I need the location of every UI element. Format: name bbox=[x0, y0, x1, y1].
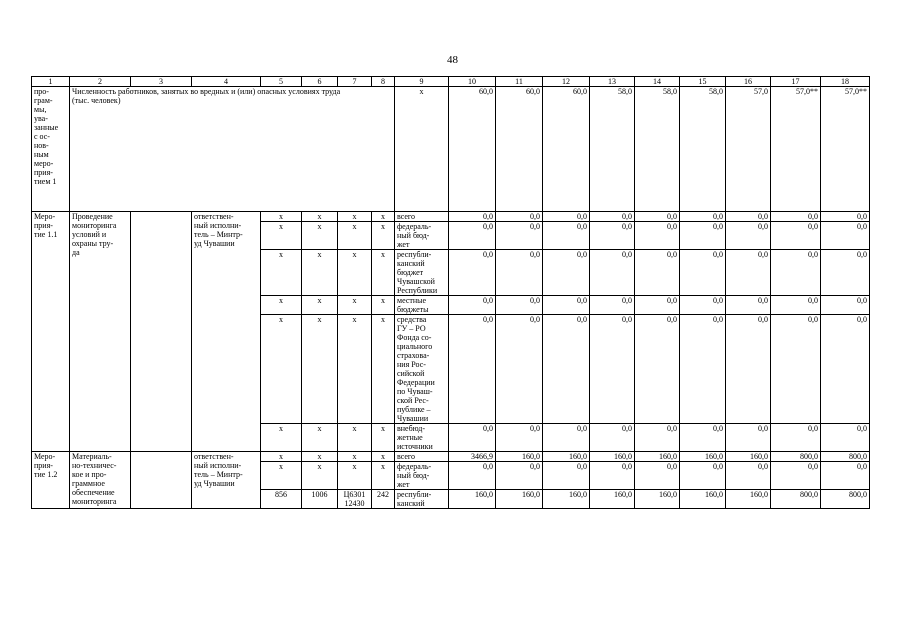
text-line: Проведение bbox=[72, 212, 113, 221]
text-line: обеспечение bbox=[72, 488, 115, 497]
code-col5: x bbox=[261, 222, 302, 250]
code-col5: x bbox=[261, 315, 302, 424]
column-number: 18 bbox=[821, 77, 870, 87]
funding-value: 0,0 bbox=[496, 462, 543, 490]
text-line: Фонда со- bbox=[397, 333, 432, 342]
text-line: ным bbox=[34, 150, 49, 159]
text-line: меро- bbox=[34, 159, 54, 168]
funding-source bbox=[395, 250, 449, 296]
code-col7 bbox=[338, 296, 372, 315]
funding-source bbox=[395, 315, 449, 424]
funding-value: 0,0 bbox=[726, 424, 771, 452]
funding-value: 0,0 bbox=[635, 315, 680, 424]
header-row bbox=[32, 77, 870, 87]
text-line: тием 1 bbox=[34, 177, 57, 186]
funding-value: 0,0 bbox=[821, 462, 870, 490]
funding-value: 0,0 bbox=[726, 222, 771, 250]
funding-value: 160,0 bbox=[590, 490, 635, 509]
measure-1-1-executor bbox=[192, 212, 261, 452]
text-line: средства bbox=[397, 315, 427, 324]
funding-value: 0,0 bbox=[635, 296, 680, 315]
code-col6: x bbox=[302, 424, 338, 452]
funding-value: 0,0 bbox=[449, 462, 496, 490]
text-line: Федерации bbox=[397, 378, 435, 387]
text-line: 12430 bbox=[344, 499, 365, 508]
text-line: тие 1.2 bbox=[34, 470, 58, 479]
funding-value: 0,0 bbox=[771, 462, 821, 490]
funding-value: 0,0 bbox=[771, 424, 821, 452]
code-col8: x bbox=[372, 424, 395, 452]
text-line: источники bbox=[397, 442, 433, 451]
funding-source bbox=[395, 296, 449, 315]
text-line: всего bbox=[397, 212, 416, 221]
indicator-value: 57,0 bbox=[726, 87, 771, 212]
text-line: ской Рес- bbox=[397, 396, 429, 405]
funding-value: 0,0 bbox=[821, 212, 870, 222]
text-line: да bbox=[72, 248, 80, 257]
funding-value: 0,0 bbox=[821, 222, 870, 250]
code-col6: 1006 bbox=[302, 490, 338, 509]
text-line: бюджеты bbox=[397, 305, 429, 314]
text-line: Меро- bbox=[34, 452, 56, 461]
text-line: Меро- bbox=[34, 212, 56, 221]
indicator-row bbox=[32, 87, 870, 212]
text-line: жет bbox=[397, 240, 410, 249]
code-col5: x bbox=[261, 452, 302, 462]
funding-value: 0,0 bbox=[680, 424, 726, 452]
funding-source bbox=[395, 452, 449, 462]
measure-1-2-number bbox=[32, 452, 70, 509]
text-line: ответствен- bbox=[194, 212, 234, 221]
funding-value: 0,0 bbox=[543, 222, 590, 250]
funding-value: 0,0 bbox=[590, 250, 635, 296]
text-line: x bbox=[352, 424, 357, 433]
text-line: бюджет bbox=[397, 268, 424, 277]
text-line: занные bbox=[34, 123, 59, 132]
funding-value: 0,0 bbox=[726, 315, 771, 424]
funding-source bbox=[395, 222, 449, 250]
text-line: но-техничес- bbox=[72, 461, 117, 470]
text-line: ный исполни- bbox=[194, 221, 242, 230]
text-line: ный исполни- bbox=[194, 461, 242, 470]
funding-value: 800,0 bbox=[821, 490, 870, 509]
funding-value: 0,0 bbox=[543, 212, 590, 222]
funding-value: 800,0 bbox=[821, 452, 870, 462]
text-line: тие 1.1 bbox=[34, 230, 58, 239]
funding-value: 0,0 bbox=[680, 222, 726, 250]
code-col7 bbox=[338, 315, 372, 424]
text-line: Чувашской bbox=[397, 277, 435, 286]
funding-value: 0,0 bbox=[726, 250, 771, 296]
code-col7 bbox=[338, 424, 372, 452]
funding-value: 0,0 bbox=[726, 212, 771, 222]
text-line: x bbox=[352, 452, 357, 461]
funding-source bbox=[395, 424, 449, 452]
funding-value: 0,0 bbox=[771, 315, 821, 424]
funding-value: 0,0 bbox=[726, 296, 771, 315]
text-line: жетные bbox=[397, 433, 423, 442]
funding-value: 160,0 bbox=[635, 490, 680, 509]
column-number: 4 bbox=[192, 77, 261, 87]
column-number: 16 bbox=[726, 77, 771, 87]
column-number: 17 bbox=[771, 77, 821, 87]
funding-value: 160,0 bbox=[680, 490, 726, 509]
column-number: 5 bbox=[261, 77, 302, 87]
funding-value: 0,0 bbox=[771, 296, 821, 315]
text-line: по Чуваш- bbox=[397, 387, 433, 396]
column-number: 15 bbox=[680, 77, 726, 87]
funding-value: 0,0 bbox=[771, 222, 821, 250]
column-number: 14 bbox=[635, 77, 680, 87]
funding-value: 0,0 bbox=[590, 212, 635, 222]
funding-value: 0,0 bbox=[680, 250, 726, 296]
text-line: про- bbox=[34, 87, 49, 96]
code-col5: x bbox=[261, 296, 302, 315]
code-col7 bbox=[338, 212, 372, 222]
program-table bbox=[31, 76, 870, 509]
funding-value: 0,0 bbox=[680, 315, 726, 424]
funding-source bbox=[395, 462, 449, 490]
text-line: прия- bbox=[34, 168, 53, 177]
code-col8: x bbox=[372, 250, 395, 296]
indicator-value: 60,0 bbox=[449, 87, 496, 212]
funding-value: 0,0 bbox=[543, 296, 590, 315]
indicator-text bbox=[70, 87, 395, 212]
code-col6: x bbox=[302, 462, 338, 490]
funding-value: 160,0 bbox=[635, 452, 680, 462]
funding-value: 800,0 bbox=[771, 452, 821, 462]
column-number: 8 bbox=[372, 77, 395, 87]
text-line: мы, bbox=[34, 105, 47, 114]
indicator-unit: (тыс. человек) bbox=[72, 96, 121, 105]
funding-value: 160,0 bbox=[590, 452, 635, 462]
indicator-value: 60,0 bbox=[496, 87, 543, 212]
column-number: 9 bbox=[395, 77, 449, 87]
page-number: 48 bbox=[447, 54, 458, 66]
funding-value: 0,0 bbox=[680, 296, 726, 315]
indicator-value: 60,0 bbox=[543, 87, 590, 212]
funding-value: 0,0 bbox=[680, 462, 726, 490]
code-col6: x bbox=[302, 296, 338, 315]
funding-value: 0,0 bbox=[449, 315, 496, 424]
funding-value: 3466,9 bbox=[449, 452, 496, 462]
measure-1-1-title bbox=[70, 212, 131, 452]
code-col5: 856 bbox=[261, 490, 302, 509]
text-line: x bbox=[352, 296, 357, 305]
code-col8: x bbox=[372, 452, 395, 462]
text-line: охраны тру- bbox=[72, 239, 114, 248]
code-col6: x bbox=[302, 222, 338, 250]
text-line: Республики bbox=[397, 286, 438, 295]
funding-value: 0,0 bbox=[496, 315, 543, 424]
funding-value: 0,0 bbox=[590, 296, 635, 315]
funding-value: 0,0 bbox=[496, 212, 543, 222]
text-line: всего bbox=[397, 452, 416, 461]
text-line: канский bbox=[397, 259, 425, 268]
funding-value: 160,0 bbox=[680, 452, 726, 462]
text-line: публике – bbox=[397, 405, 431, 414]
text-line: граммное bbox=[72, 479, 105, 488]
funding-value: 0,0 bbox=[635, 212, 680, 222]
text-line: федераль- bbox=[397, 222, 432, 231]
text-line: ния Рос- bbox=[397, 360, 426, 369]
text-line: Ц6301 bbox=[343, 490, 366, 499]
text-line: с ос- bbox=[34, 132, 50, 141]
funding-value: 0,0 bbox=[590, 315, 635, 424]
code-col5: x bbox=[261, 462, 302, 490]
code-col8: x bbox=[372, 315, 395, 424]
text-line: прия- bbox=[34, 461, 53, 470]
text-line: республи- bbox=[397, 490, 432, 499]
funding-value: 0,0 bbox=[449, 250, 496, 296]
text-line: x bbox=[352, 250, 357, 259]
text-line: канский bbox=[397, 499, 425, 508]
text-line: x bbox=[352, 222, 357, 231]
funding-value: 0,0 bbox=[771, 212, 821, 222]
code-col6: x bbox=[302, 212, 338, 222]
text-line: мониторинга bbox=[72, 497, 117, 506]
text-line: грам- bbox=[34, 96, 53, 105]
funding-value: 0,0 bbox=[449, 296, 496, 315]
text-line: ГУ – РО bbox=[397, 324, 426, 333]
measure-1-2-col3 bbox=[131, 452, 192, 509]
funding-value: 0,0 bbox=[821, 315, 870, 424]
indicator-value: 57,0** bbox=[821, 87, 870, 212]
funding-value: 0,0 bbox=[496, 222, 543, 250]
funding-value: 0,0 bbox=[821, 250, 870, 296]
funding-value: 0,0 bbox=[543, 250, 590, 296]
funding-value: 160,0 bbox=[496, 490, 543, 509]
text-line: кое и про- bbox=[72, 470, 107, 479]
code-col8: x bbox=[372, 296, 395, 315]
code-col5: x bbox=[261, 212, 302, 222]
text-line: прия- bbox=[34, 221, 53, 230]
column-number: 7 bbox=[338, 77, 372, 87]
funding-value: 0,0 bbox=[449, 222, 496, 250]
funding-value: 0,0 bbox=[635, 222, 680, 250]
funding-value: 160,0 bbox=[726, 452, 771, 462]
funding-value: 0,0 bbox=[635, 462, 680, 490]
text-line: ный бюд- bbox=[397, 471, 430, 480]
code-col8: x bbox=[372, 222, 395, 250]
text-line: республи- bbox=[397, 250, 432, 259]
text-line: уд Чувашии bbox=[194, 479, 235, 488]
text-line: нов- bbox=[34, 141, 49, 150]
funding-value: 0,0 bbox=[590, 222, 635, 250]
text-line: циального bbox=[397, 342, 433, 351]
table-row bbox=[32, 212, 870, 222]
column-number: 2 bbox=[70, 77, 131, 87]
text-line: x bbox=[352, 462, 357, 471]
funding-value: 0,0 bbox=[635, 250, 680, 296]
column-number: 1 bbox=[32, 77, 70, 87]
text-line: Материаль- bbox=[72, 452, 112, 461]
column-number: 10 bbox=[449, 77, 496, 87]
text-line: мониторинга bbox=[72, 221, 117, 230]
code-col5: x bbox=[261, 424, 302, 452]
text-line: ува- bbox=[34, 114, 48, 123]
funding-value: 0,0 bbox=[543, 424, 590, 452]
measure-1-2-title bbox=[70, 452, 131, 509]
code-col6: x bbox=[302, 452, 338, 462]
funding-value: 800,0 bbox=[771, 490, 821, 509]
code-col7 bbox=[338, 462, 372, 490]
funding-value: 160,0 bbox=[543, 490, 590, 509]
code-col7 bbox=[338, 490, 372, 509]
measure-1-1-number bbox=[32, 212, 70, 452]
funding-value: 0,0 bbox=[680, 212, 726, 222]
funding-value: 0,0 bbox=[635, 424, 680, 452]
text-line: ный бюд- bbox=[397, 231, 430, 240]
text-line: тель – Минтр- bbox=[194, 470, 243, 479]
text-line: страхова- bbox=[397, 351, 430, 360]
funding-value: 0,0 bbox=[496, 296, 543, 315]
code-col6: x bbox=[302, 250, 338, 296]
funding-value: 0,0 bbox=[543, 315, 590, 424]
column-number: 6 bbox=[302, 77, 338, 87]
funding-value: 0,0 bbox=[821, 424, 870, 452]
column-number: 11 bbox=[496, 77, 543, 87]
funding-value: 0,0 bbox=[821, 296, 870, 315]
text-line: местные bbox=[397, 296, 427, 305]
funding-value: 160,0 bbox=[449, 490, 496, 509]
indicator-value: 58,0 bbox=[680, 87, 726, 212]
code-col5: x bbox=[261, 250, 302, 296]
column-number: 13 bbox=[590, 77, 635, 87]
funding-value: 160,0 bbox=[543, 452, 590, 462]
code-col8: 242 bbox=[372, 490, 395, 509]
code-col8: x bbox=[372, 212, 395, 222]
code-col7 bbox=[338, 452, 372, 462]
indicator-value: 58,0 bbox=[590, 87, 635, 212]
indicator-value: 57,0** bbox=[771, 87, 821, 212]
funding-value: 0,0 bbox=[590, 424, 635, 452]
code-col8: x bbox=[372, 462, 395, 490]
funding-value: 0,0 bbox=[449, 424, 496, 452]
text-line: ответствен- bbox=[194, 452, 234, 461]
text-line: тель – Минтр- bbox=[194, 230, 243, 239]
text-line: федераль- bbox=[397, 462, 432, 471]
text-line: внебюд- bbox=[397, 424, 425, 433]
column-number: 12 bbox=[543, 77, 590, 87]
code-col6: x bbox=[302, 315, 338, 424]
text-line: уд Чувашии bbox=[194, 239, 235, 248]
funding-value: 0,0 bbox=[771, 250, 821, 296]
indicator-line: Численность работников, занятых во вредных и (или) опасных условиях труда bbox=[72, 87, 341, 96]
text-line: жет bbox=[397, 480, 410, 489]
measure-1-1-col3 bbox=[131, 212, 192, 452]
program-label bbox=[32, 87, 70, 212]
code-col7 bbox=[338, 250, 372, 296]
funding-source bbox=[395, 212, 449, 222]
funding-value: 0,0 bbox=[726, 462, 771, 490]
text-line: Чувашии bbox=[397, 414, 429, 423]
indicator-source: x bbox=[395, 87, 449, 212]
column-number: 3 bbox=[131, 77, 192, 87]
funding-value: 160,0 bbox=[726, 490, 771, 509]
funding-value: 0,0 bbox=[590, 462, 635, 490]
funding-value: 160,0 bbox=[496, 452, 543, 462]
funding-value: 0,0 bbox=[496, 424, 543, 452]
text-line: x bbox=[352, 212, 357, 221]
table-row bbox=[32, 452, 870, 462]
measure-1-2-executor bbox=[192, 452, 261, 509]
funding-value: 0,0 bbox=[496, 250, 543, 296]
funding-value: 0,0 bbox=[543, 462, 590, 490]
indicator-value: 58,0 bbox=[635, 87, 680, 212]
funding-value: 0,0 bbox=[449, 212, 496, 222]
code-col7 bbox=[338, 222, 372, 250]
text-line: сийской bbox=[397, 369, 425, 378]
funding-source bbox=[395, 490, 449, 509]
text-line: условий и bbox=[72, 230, 107, 239]
text-line: x bbox=[352, 315, 357, 324]
